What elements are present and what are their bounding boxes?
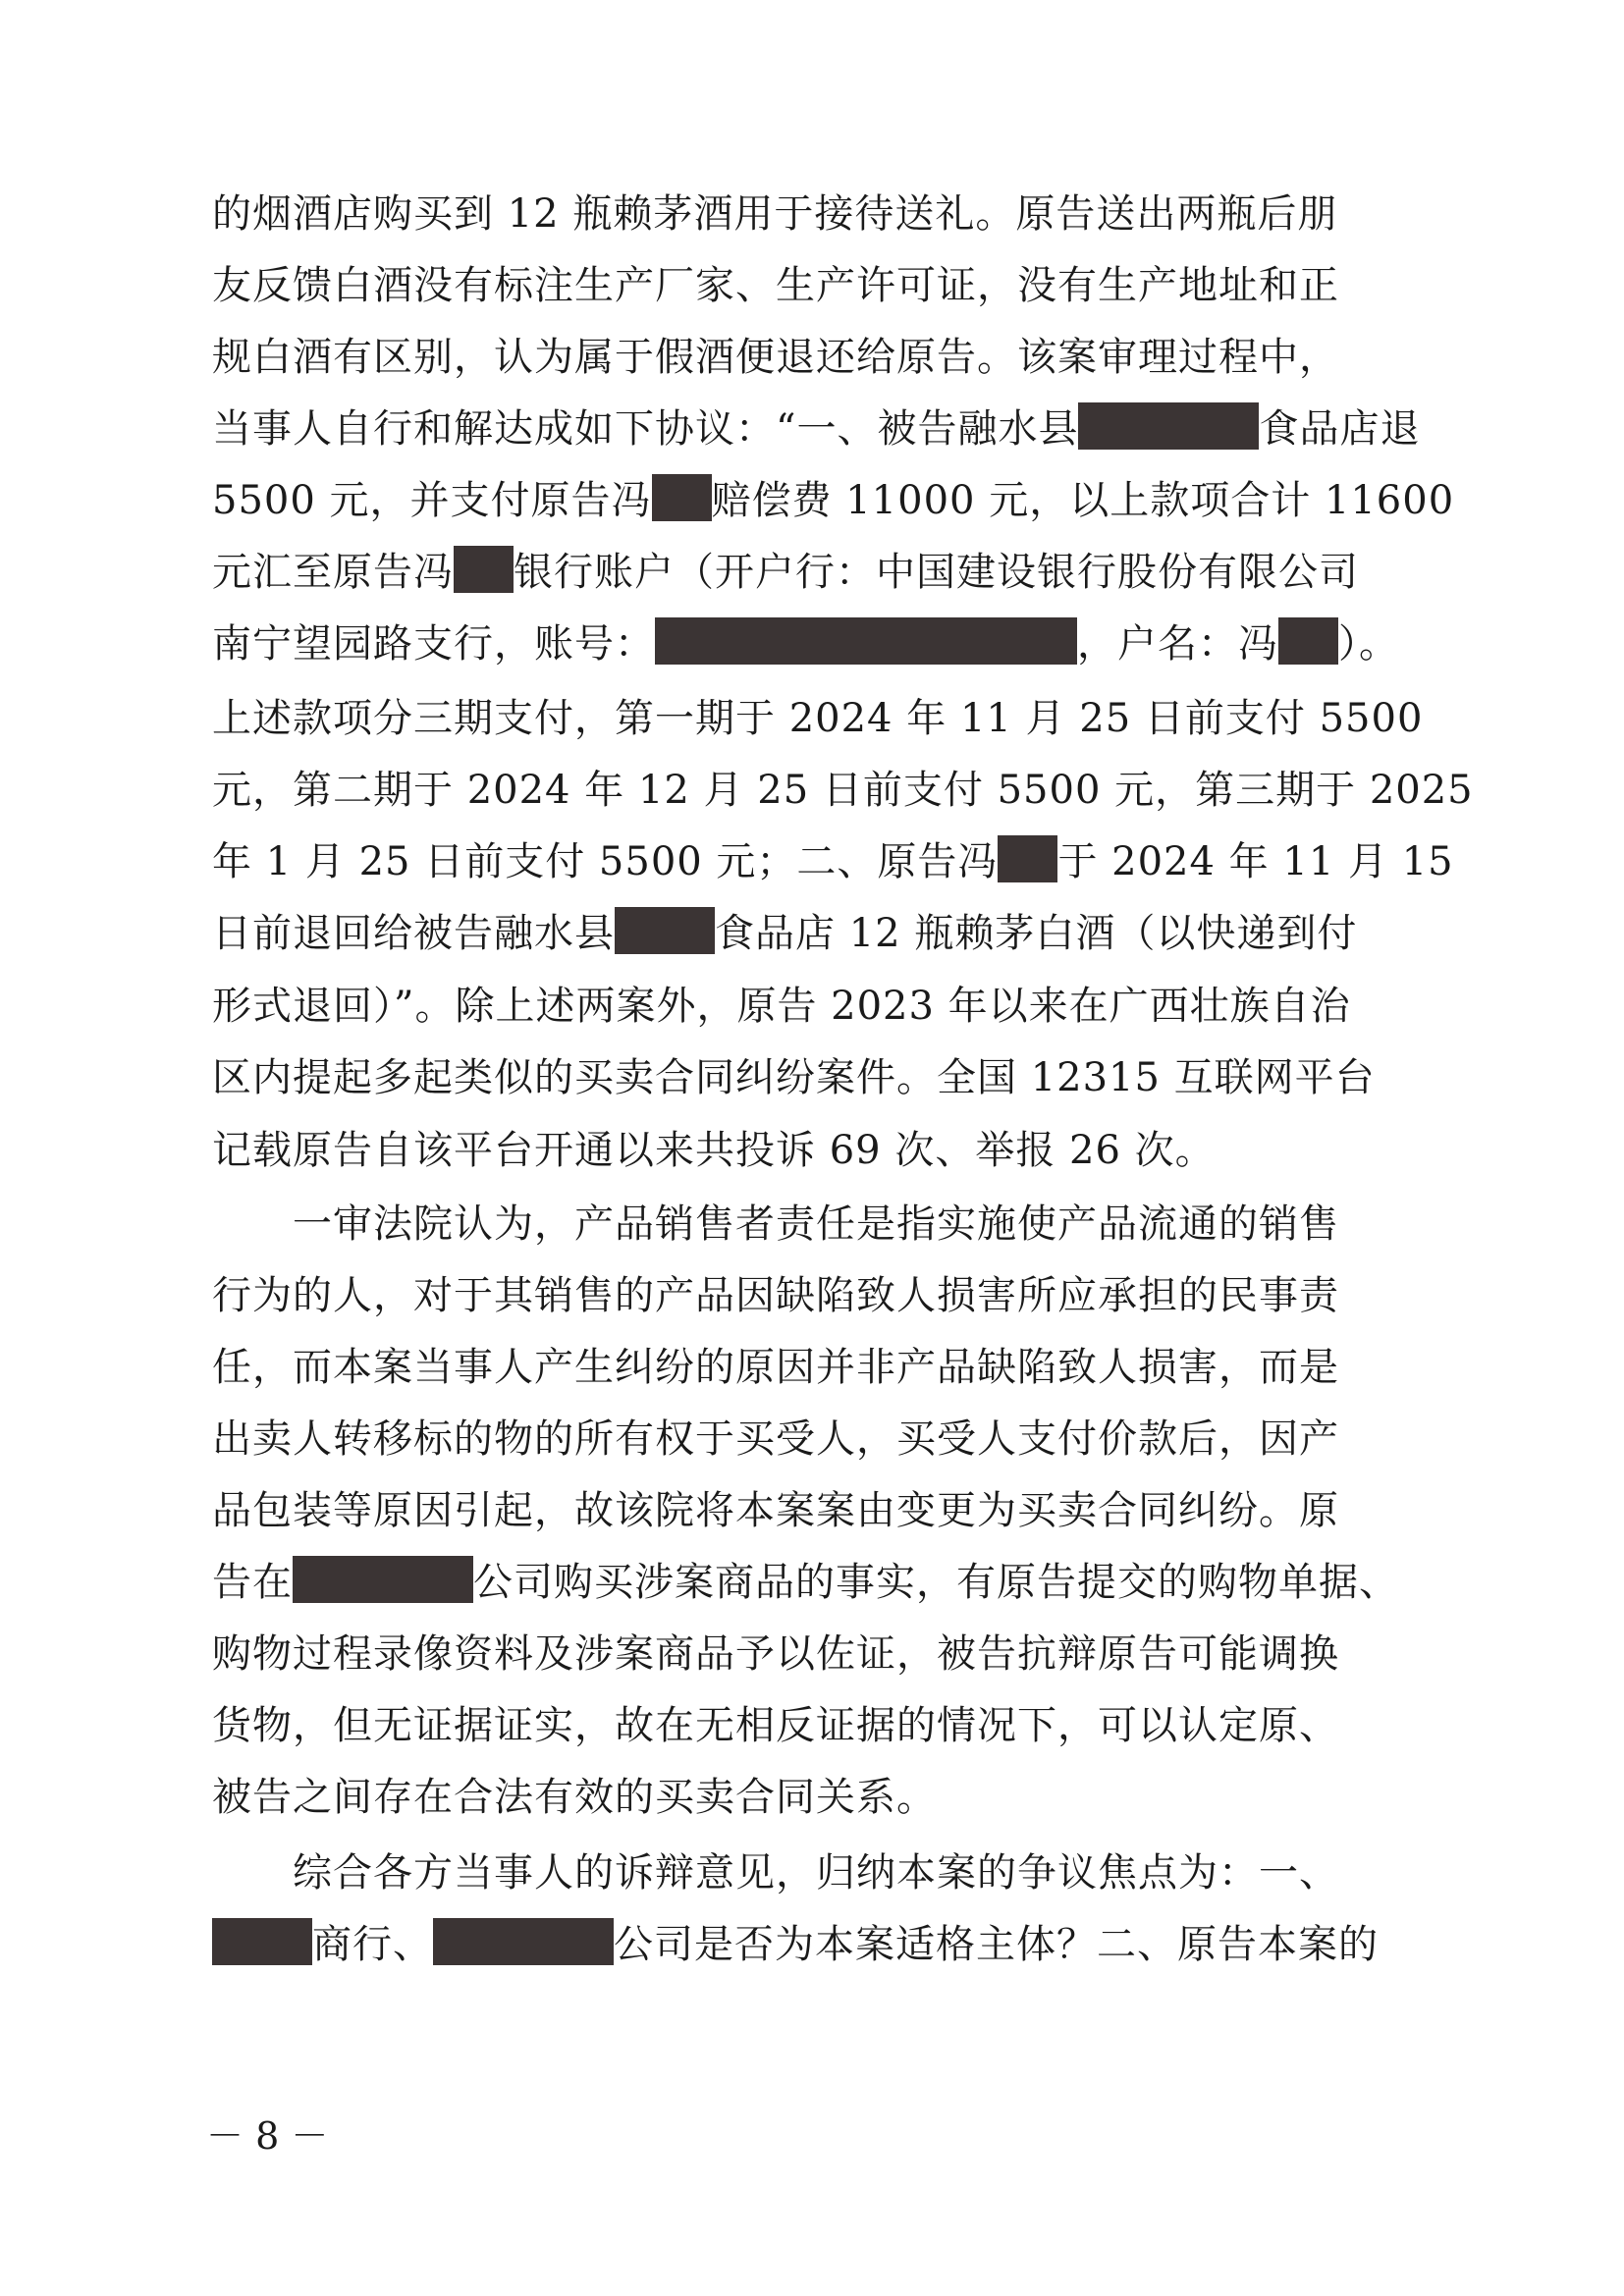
text-segment: 告在	[212, 1560, 293, 1605]
text-line	[212, 251, 1430, 320]
text-segment: 元，第二期于 2024 年 12 月 25 日前支付 5500 元，第三期于 2025	[212, 768, 1474, 813]
text-line	[212, 1763, 1430, 1832]
text-segment: 日前退回给被告融水县	[212, 911, 615, 956]
text-line	[212, 466, 1455, 535]
text-line	[212, 180, 1430, 248]
text-line	[212, 1620, 1430, 1688]
text-segment: 公司购买涉案商品的事实，有原告提交的购物单据、	[473, 1560, 1399, 1605]
text-segment: 银行账户（开户行：中国建设银行股份有限公司	[514, 550, 1359, 595]
redaction-block	[998, 835, 1057, 882]
text-line	[212, 684, 1430, 753]
text-segment: 食品店 12 瓶赖茅白酒（以快递到付	[715, 911, 1358, 956]
text-segment: 购物过程录像资料及涉案商品予以佐证，被告抗辩原告可能调换	[212, 1631, 1339, 1677]
text-segment: 食品店退	[1259, 406, 1421, 452]
text-line	[212, 610, 1430, 678]
text-line	[212, 1476, 1430, 1545]
text-line	[212, 1190, 1430, 1258]
text-segment: 5500 元，并支付原告冯	[212, 478, 652, 523]
text-segment: 出卖人转移标的物的所有权于买受人，买受人支付价款后，因产	[212, 1416, 1339, 1462]
text-segment: 南宁望园路支行，账号：	[212, 621, 655, 667]
redaction-block	[1078, 402, 1259, 450]
redaction-block	[1278, 617, 1338, 665]
text-segment: ，户名：冯	[1077, 621, 1278, 667]
text-segment: 友反馈白酒没有标注生产厂家、生产许可证，没有生产地址和正	[212, 263, 1339, 308]
text-segment: 品包装等原因引起，故该院将本案案由变更为买卖合同纠纷。原	[212, 1488, 1339, 1533]
text-line	[212, 1043, 1430, 1112]
text-line	[212, 756, 1474, 825]
text-segment: 商行、	[312, 1922, 433, 1967]
text-line	[212, 1116, 1430, 1185]
text-segment: 任，而本案当事人产生纠纷的原因并非产品缺陷致人损害，而是	[212, 1345, 1339, 1390]
text-line	[212, 1839, 1430, 1907]
text-segment: 货物，但无证据证实，故在无相反证据的情况下，可以认定原、	[212, 1703, 1339, 1748]
text-segment: 元汇至原告冯	[212, 550, 454, 595]
page-number: － 8 －	[206, 2114, 329, 2158]
text-line	[212, 972, 1430, 1041]
text-line	[212, 1691, 1430, 1760]
redaction-block	[615, 907, 715, 954]
text-line	[212, 1910, 1430, 1979]
redaction-block	[212, 1918, 312, 1965]
text-line	[212, 1333, 1430, 1402]
text-line	[212, 395, 1430, 463]
text-segment: 综合各方当事人的诉辩意见，归纳本案的争议焦点为：一、	[212, 1850, 1339, 1896]
text-line	[212, 538, 1430, 607]
text-line	[212, 1405, 1430, 1473]
text-segment: 规白酒有区别，认为属于假酒便退还给原告。该案审理过程中，	[212, 335, 1339, 380]
text-segment: 被告之间存在合法有效的买卖合同关系。	[212, 1775, 937, 1820]
text-line	[212, 828, 1454, 896]
text-segment: 行为的人，对于其销售的产品因缺陷致人损害所应承担的民事责	[212, 1273, 1339, 1318]
text-line	[212, 323, 1430, 392]
redaction-block	[454, 546, 514, 593]
text-line	[212, 899, 1430, 968]
redaction-block	[433, 1918, 614, 1965]
text-segment: 区内提起多起类似的买卖合同纠纷案件。全国 12315 互联网平台	[212, 1055, 1376, 1100]
text-segment: 的烟酒店购买到 12 瓶赖茅酒用于接待送礼。原告送出两瓶后朋	[212, 191, 1338, 237]
text-segment: 当事人自行和解达成如下协议：“一、被告融水县	[212, 406, 1079, 452]
text-segment: 于 2024 年 11 月 15	[1057, 839, 1454, 884]
redaction-block	[293, 1556, 473, 1603]
text-segment: 一审法院认为，产品销售者责任是指实施使产品流通的销售	[212, 1201, 1339, 1247]
text-segment: ）。	[1338, 621, 1399, 667]
redaction-block	[652, 474, 712, 521]
text-segment: 公司是否为本案适格主体？二、原告本案的	[614, 1922, 1379, 1967]
text-segment: 年 1 月 25 日前支付 5500 元；二、原告冯	[212, 839, 999, 884]
text-line	[212, 1261, 1430, 1330]
text-segment: 赔偿费 11000 元，以上款项合计 11600	[711, 478, 1455, 523]
text-segment: 记载原告自该平台开通以来共投诉 69 次、举报 26 次。	[212, 1128, 1216, 1173]
redaction-block	[655, 617, 1077, 665]
text-segment: 上述款项分三期支付，第一期于 2024 年 11 月 25 日前支付 5500	[212, 696, 1424, 741]
text-line	[212, 1548, 1430, 1617]
text-segment: 形式退回）”。除上述两案外，原告 2023 年以来在广西壮族自治	[212, 984, 1351, 1029]
